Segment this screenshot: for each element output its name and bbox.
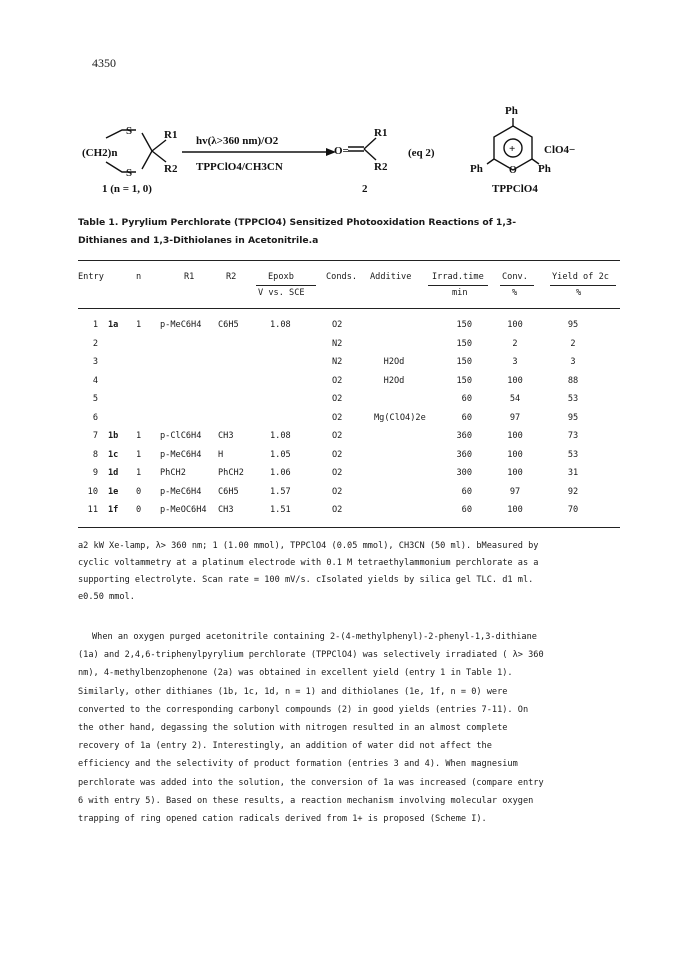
header-conv: Conv. bbox=[502, 272, 528, 282]
table-cell-entry: 4 bbox=[92, 375, 98, 386]
table-cell-yield: 95 bbox=[567, 320, 579, 330]
footnote-line-4: e0.50 mmol. bbox=[78, 592, 135, 602]
paragraph-line-4: Similarly, other dithianes (1b, 1c, 1d, n = 1) and dithiolanes (1e, 1f, n = 0) were bbox=[78, 686, 508, 697]
table-cell-epox: 1.08 bbox=[270, 320, 291, 330]
table-cell-yield: 3 bbox=[570, 357, 576, 367]
paragraph-line-3: nm), 4-methylbenzophenone (2a) was obtained in excellent yield (entry 1 in Table 1). bbox=[78, 668, 513, 679]
table-cell-r1: PhCH2 bbox=[160, 468, 186, 478]
table-cell-cond: O2 bbox=[332, 468, 343, 478]
table-footnotes bbox=[78, 538, 618, 606]
ring-size-label: (CH2)n bbox=[82, 147, 118, 159]
table-cell-conv: 100 bbox=[507, 320, 523, 330]
table-cell-entry: 7 bbox=[92, 431, 98, 441]
table-cell-yield: 73 bbox=[567, 431, 579, 441]
pyrylium-ph-left: Ph bbox=[470, 163, 483, 175]
table-cell-r1: p-MeC6H4 bbox=[160, 449, 202, 460]
header-additive: Additive bbox=[370, 272, 412, 282]
table-cell-cmpd: 1e bbox=[108, 486, 119, 497]
table-cell-conv: 100 bbox=[507, 375, 523, 386]
header-epox-underline bbox=[256, 285, 316, 286]
table-cell-entry: 11 bbox=[87, 505, 98, 515]
product-r1-label: R1 bbox=[374, 127, 388, 139]
table-cell-conv: 97 bbox=[509, 486, 521, 497]
table-caption-line-1: Table 1. Pyrylium Perchlorate (TPPClO4) Sensitized Photooxidation Reactions of 1,3- bbox=[78, 217, 517, 228]
table-cell-entry: 9 bbox=[92, 468, 98, 478]
counter-ion-label: ClO4− bbox=[544, 144, 576, 156]
paragraph-line-6: the other hand, degassing the solution with nitrogen resulted in an almost complete bbox=[78, 723, 508, 734]
table-cell-epox: 1.08 bbox=[270, 431, 291, 441]
table-cell-time: 60 bbox=[461, 486, 472, 497]
table-cell-time: 60 bbox=[461, 505, 472, 515]
table-cell-time: 360 bbox=[456, 431, 472, 441]
paragraph-line-10: 6 with entry 5). Based on these results, a reaction mechanism involving molecular oxygen bbox=[78, 795, 534, 806]
table-cell-r2: PhCH2 bbox=[218, 468, 244, 478]
product-r1-bond bbox=[364, 138, 376, 149]
table-cell-yield: 2 bbox=[570, 338, 576, 349]
table-cell-n: 1 bbox=[136, 468, 142, 478]
header-irrad-sub: min bbox=[452, 288, 468, 298]
table-cell-r1: p-MeC6H4 bbox=[160, 486, 202, 497]
table-cell-cond: O2 bbox=[332, 431, 343, 441]
table-cell-r2: CH3 bbox=[218, 431, 234, 441]
header-epox-sub: V vs. SCE bbox=[258, 288, 305, 298]
table-cell-time: 150 bbox=[456, 338, 472, 349]
table-cell-r1: p-ClC6H4 bbox=[160, 431, 202, 441]
body-paragraph bbox=[78, 628, 618, 828]
r2-label: R2 bbox=[164, 163, 178, 175]
table-cell-entry: 6 bbox=[92, 412, 98, 423]
table-cell-cmpd: 1c bbox=[108, 449, 119, 460]
table-cell-additive: Mg(ClO4)2e bbox=[374, 412, 426, 423]
table-cell-r1: p-MeC6H4 bbox=[160, 320, 202, 330]
table-cell-epox: 1.06 bbox=[270, 468, 291, 478]
table-cell-r2: CH3 bbox=[218, 505, 234, 515]
r1-bond bbox=[152, 140, 166, 151]
table-cell-n: 0 bbox=[136, 486, 142, 497]
header-entry: Entry bbox=[78, 272, 104, 282]
table-cell-cond: O2 bbox=[332, 486, 343, 497]
footnote-line-2: cyclic voltammetry at a platinum electrode with 0.1 M tetraethylammonium perchlorate as a bbox=[78, 558, 539, 568]
header-conds: Conds. bbox=[326, 272, 358, 282]
table-cell-additive: H2Od bbox=[383, 357, 405, 367]
table-cell-entry: 8 bbox=[92, 449, 98, 460]
paragraph-line-1: When an oxygen purged acetonitrile containing 2-(4-methylphenyl)-2-phenyl-1,3-dithiane bbox=[92, 632, 537, 642]
header-conv-sub: % bbox=[512, 288, 518, 298]
carbonyl-double-bond bbox=[348, 147, 364, 151]
product-r2-label: R2 bbox=[374, 161, 388, 173]
table-cell-cond: O2 bbox=[332, 412, 343, 423]
product-caption: 2 bbox=[362, 183, 368, 195]
table-cell-cond: O2 bbox=[332, 375, 343, 386]
header-irrad: Irrad.time bbox=[432, 272, 484, 282]
reactant-caption: 1 (n = 1, 0) bbox=[102, 183, 152, 195]
table-cell-entry: 5 bbox=[92, 394, 98, 404]
table-caption-line-2: Dithianes and 1,3-Dithiolanes in Acetonitrile.a bbox=[78, 235, 319, 246]
table-cell-conv: 100 bbox=[507, 505, 523, 515]
table-cell-entry: 1 bbox=[92, 320, 98, 330]
equation-label: (eq 2) bbox=[408, 147, 435, 159]
table-cell-yield: 53 bbox=[567, 449, 579, 460]
table-cell-time: 60 bbox=[461, 394, 472, 404]
sulfur-label-top: S bbox=[126, 125, 133, 137]
table-cell-conv: 97 bbox=[509, 412, 521, 423]
header-n: n bbox=[136, 272, 142, 282]
table-cell-cmpd: 1f bbox=[108, 505, 119, 515]
paragraph-line-7: recovery of 1a (entry 2). Interestingly, an addition of water did not affect the bbox=[78, 741, 492, 752]
table-top-rule bbox=[78, 260, 620, 261]
r2-bond bbox=[152, 151, 166, 162]
table-cell-entry: 10 bbox=[87, 486, 98, 497]
table-cell-r2: C6H5 bbox=[218, 486, 239, 497]
pyrylium-ph-top: Ph bbox=[505, 105, 518, 117]
table-cell-conv: 2 bbox=[512, 338, 518, 349]
pyrylium-plus: + bbox=[509, 143, 516, 155]
carbonyl-oxygen: O= bbox=[334, 145, 349, 157]
table-cell-conv: 3 bbox=[512, 357, 518, 367]
reaction-scheme bbox=[78, 100, 618, 200]
table-cell-entry: 2 bbox=[92, 338, 98, 349]
header-yield-underline bbox=[550, 285, 616, 286]
page-number: 4350 bbox=[92, 56, 116, 70]
table-cell-time: 150 bbox=[456, 375, 472, 386]
table-cell-time: 60 bbox=[461, 412, 472, 423]
header-yield: Yield of 2c bbox=[552, 272, 609, 282]
table-cell-cmpd: 1d bbox=[108, 468, 119, 478]
table-cell-n: 1 bbox=[136, 431, 142, 441]
paragraph-line-5: converted to the corresponding carbonyl compounds (2) in good yields (entries 7-11). On bbox=[78, 704, 529, 715]
table-cell-entry: 3 bbox=[92, 357, 98, 367]
footnote-line-1: a2 kW Xe-lamp, λ> 360 nm; 1 (1.00 mmol), TPPClO4 (0.05 mmol), CH3CN (50 ml). bMeasured by bbox=[78, 541, 539, 551]
table-bottom-rule bbox=[78, 527, 620, 528]
paragraph-line-8: efficiency and the selectivity of product formation (entries 3 and 4). When magnesium bbox=[78, 759, 518, 770]
table-cell-yield: 92 bbox=[567, 486, 579, 497]
table-cell-cond: O2 bbox=[332, 394, 343, 404]
table-header-rule bbox=[78, 308, 620, 309]
table-cell-cond: O2 bbox=[332, 449, 343, 460]
header-r1: R1 bbox=[184, 272, 195, 282]
table-cell-epox: 1.05 bbox=[270, 449, 291, 460]
table-cell-cond: O2 bbox=[332, 505, 343, 515]
table-cell-r1: p-MeOC6H4 bbox=[160, 505, 207, 515]
table-cell-n: 0 bbox=[136, 505, 142, 515]
table-cell-cmpd: 1b bbox=[108, 431, 119, 441]
table-cell-n: 1 bbox=[136, 320, 142, 330]
table-cell-time: 360 bbox=[456, 449, 472, 460]
ph-left-bond bbox=[487, 159, 494, 164]
table-cell-epox: 1.51 bbox=[270, 505, 291, 515]
footnote-line-3: supporting electrolyte. Scan rate = 100 mV/s. cIsolated yields by silica gel TLC. d1 ml. bbox=[78, 575, 534, 585]
header-epox: Epoxb bbox=[268, 272, 294, 282]
pyrylium-caption: TPPClO4 bbox=[492, 183, 538, 195]
table-cell-cond: O2 bbox=[332, 320, 343, 330]
table-cell-yield: 70 bbox=[567, 505, 579, 515]
table-cell-conv: 54 bbox=[509, 394, 521, 404]
sulfur-label-bottom: S bbox=[126, 167, 133, 179]
table-cell-yield: 53 bbox=[567, 394, 579, 404]
table-cell-yield: 31 bbox=[567, 468, 579, 478]
table-cell-conv: 100 bbox=[507, 449, 523, 460]
table-cell-epox: 1.57 bbox=[270, 486, 291, 497]
paragraph-line-9: perchlorate was added into the solution, the conversion of 1a was increased (compare entry bbox=[78, 777, 544, 788]
table-cell-yield: 88 bbox=[567, 375, 579, 386]
pyrylium-ph-right: Ph bbox=[538, 163, 551, 175]
table-cell-additive: H2Od bbox=[383, 375, 405, 386]
table-cell-cond: N2 bbox=[332, 338, 343, 349]
table-cell-time: 300 bbox=[456, 468, 472, 478]
table-cell-r2: H bbox=[218, 449, 224, 460]
table-cell-cmpd: 1a bbox=[108, 320, 119, 330]
r1-label: R1 bbox=[164, 129, 178, 141]
table-cell-time: 150 bbox=[456, 320, 472, 330]
table-cell-time: 150 bbox=[456, 357, 472, 367]
table-cell-conv: 100 bbox=[507, 468, 523, 478]
pyrylium-oxygen: O bbox=[509, 165, 517, 176]
header-irrad-underline bbox=[428, 285, 488, 286]
table-cell-n: 1 bbox=[136, 449, 142, 460]
paragraph-line-2: (1a) and 2,4,6-triphenylpyrylium perchlorate (TPPClO4) was selectively irradiated ( λ> 360 bbox=[78, 650, 544, 661]
header-conv-underline bbox=[500, 285, 534, 286]
table-cell-conv: 100 bbox=[507, 431, 523, 441]
ring-bond-right bbox=[142, 133, 152, 169]
table-cell-yield: 95 bbox=[567, 412, 579, 423]
table-cell-r2: C6H5 bbox=[218, 320, 239, 330]
header-yield-sub: % bbox=[576, 288, 582, 298]
conditions-bottom: TPPClO4/CH3CN bbox=[196, 161, 283, 173]
table-caption bbox=[78, 214, 618, 250]
conditions-top: hv(λ>360 nm)/O2 bbox=[196, 135, 279, 147]
product-r2-bond bbox=[364, 149, 376, 160]
paragraph-line-11: trapping of ring opened cation radicals derived from 1+ is proposed (Scheme I). bbox=[78, 814, 487, 825]
header-r2: R2 bbox=[226, 272, 237, 282]
table-cell-cond: N2 bbox=[332, 357, 343, 367]
